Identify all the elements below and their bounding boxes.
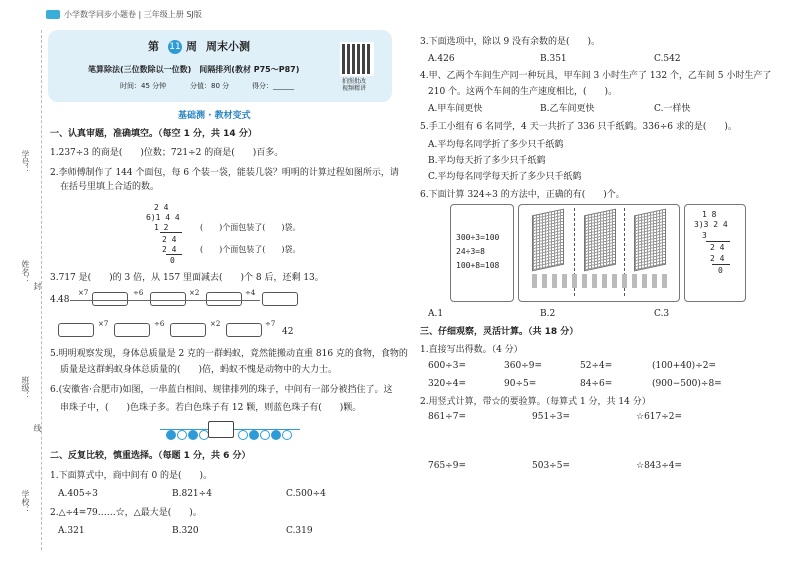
time-label: 时间：45 分钟 [120, 82, 167, 90]
choice-5-option-b[interactable]: B.平均每天折了多少只千纸鹤 [428, 156, 546, 166]
question-5-line1: 5.明明观察发现，身体总质量是 2 克的一群蚂蚁，竟然能搬动直重 816 克的食物，食物的 [50, 349, 408, 359]
choice-6-option-c[interactable]: C.3 [654, 309, 670, 319]
choice-6-option-b[interactable]: B.2 [540, 309, 556, 319]
section2-title: 二、反复比较，慎重选择。（每题 1 分，共 6 分） [50, 451, 251, 461]
chain2-op1: ×7 [98, 320, 109, 328]
method-a-line2: 24÷3=8 [456, 247, 485, 256]
section-banner: 基础测 · 教材变式 [178, 111, 251, 121]
method-a-line3: 100+8=108 [456, 261, 500, 270]
chain1-blank2[interactable] [150, 292, 186, 306]
hidden-beads-cover [208, 421, 234, 438]
vertical-calc-r2c2[interactable]: 503÷5= [532, 461, 570, 471]
week-number-badge: 11 [169, 42, 181, 52]
topic-line: 笔算除法(三位数除以一位数) 间隔排列(教材 P75～P87) [88, 65, 300, 74]
division-line-3: 1 2 [146, 223, 169, 232]
chain2-blank2[interactable] [114, 323, 150, 337]
division-line-2: 6)1 4 4 [146, 213, 180, 222]
method-c-line3: 3 [694, 231, 707, 240]
school-label: 学校： [21, 490, 30, 514]
white-bead [177, 430, 187, 440]
chain1-op1: ×7 [78, 289, 89, 297]
method-c-rule-2 [712, 264, 730, 265]
direct-calc-r2c4[interactable]: (900−500)÷8= [652, 379, 722, 389]
question-1: 1.237÷3 的商是( )位数；721÷2 的商是( )百多。 [50, 148, 284, 158]
blue-bead [271, 430, 281, 440]
line-label: 线 [33, 424, 42, 432]
choice-4-option-b[interactable]: B.乙车间更快 [540, 104, 595, 114]
choice-3-option-c[interactable]: C.542 [654, 54, 681, 64]
question-6-line1: 6.(安徽省·合肥市)如图，一串蓝白相间、规律排列的珠子，中间有一部分被挡住了。这 [50, 385, 393, 395]
chain1-op4: ÷4 [245, 289, 256, 297]
direct-calc-title: 1.直接写出得数。（4 分） [420, 345, 523, 355]
choice-4-line2: 210 个。这两个车间的生产速度相比，( )。 [428, 87, 618, 97]
chain2-op2: ÷6 [154, 320, 165, 328]
chain2-op4: ÷7 [265, 320, 276, 328]
qr-code-icon[interactable] [342, 44, 372, 74]
chain1-op2: ÷6 [133, 289, 144, 297]
choice-2: 2.△÷4=79……☆，△最大是( )。 [50, 508, 202, 518]
vertical-calc-r2c1[interactable]: 765÷9= [428, 461, 466, 471]
seal-label: 封 [33, 282, 42, 290]
chain1-op3: ×2 [189, 289, 200, 297]
direct-calc-r2c3[interactable]: 84÷6= [580, 379, 613, 389]
choice-3-option-b[interactable]: B.351 [540, 54, 567, 64]
blue-bead [249, 430, 259, 440]
section1-title: 一、认真审题，准确填空。（每空 1 分，共 14 分） [50, 129, 257, 139]
choice-4-line1: 4.甲、乙两个车间生产同一种玩具，甲车间 3 小时生产了 132 个，乙车间 5 小时生产了 [420, 71, 772, 81]
chain2-blank1[interactable] [58, 323, 94, 337]
white-bead [238, 430, 248, 440]
method-c-line5: 2 4 [694, 254, 725, 263]
choice-5-option-c[interactable]: C.平均每名同学每天折了多少只千纸鹤 [428, 172, 582, 182]
cut-line [41, 30, 42, 550]
direct-calc-r1c2[interactable]: 360÷9= [504, 361, 542, 371]
division-note-1: ( )个面包装了( )袋。 [200, 223, 301, 232]
white-bead [282, 430, 292, 440]
qr-caption-2: 视频精讲 [342, 85, 367, 92]
ten-rods-icon [530, 274, 670, 288]
vertical-calc-r1c3[interactable]: ☆617÷2= [636, 412, 683, 422]
choice-2-option-c[interactable]: C.319 [286, 526, 313, 536]
choice-6-option-a[interactable]: A.1 [428, 309, 444, 319]
choice-1-option-c[interactable]: C.500÷4 [286, 489, 326, 499]
top-bar [0, 0, 800, 24]
vertical-calc-r1c1[interactable]: 861÷7= [428, 412, 466, 422]
division-line-5: 2 4 [146, 245, 177, 254]
qr-caption-1: 拍照批改 [342, 78, 367, 85]
division-line-1: 2 4 [146, 203, 169, 212]
hundred-block-icon [634, 209, 666, 272]
week-suffix: 周 [186, 40, 197, 53]
chain2-blank3[interactable] [170, 323, 206, 337]
choice-1-option-a[interactable]: A.405÷3 [58, 489, 98, 499]
hundred-block-icon [532, 209, 564, 272]
question-6-line2: 串珠子中，( )色珠子多。若白色珠子有 12 颗，则蓝色珠子有( )颗。 [60, 403, 362, 413]
brand-logo-icon [46, 10, 60, 19]
choice-5: 5.手工小组有 6 名同学，4 天一共折了 336 只千纸鹤。336÷6 求的是( )。 [420, 122, 737, 132]
choice-6: 6.下面计算 324÷3 的方法中，正确的有( )个。 [420, 190, 625, 200]
header-title: 小学数学同步小题卷 | 三年级上册 SJ版 [64, 10, 202, 19]
blue-bead [188, 430, 198, 440]
chain2-end: 42 [282, 327, 294, 337]
got-score-label: 得分：______ [252, 82, 294, 90]
bead-group-left [166, 424, 210, 443]
division-line-6: 0 [146, 256, 175, 265]
choice-2-option-a[interactable]: A.321 [58, 526, 85, 536]
direct-calc-r1c4[interactable]: (100+40)÷2= [652, 361, 717, 371]
direct-calc-r1c1[interactable]: 600÷3= [428, 361, 466, 371]
direct-calc-r2c2[interactable]: 90÷5= [504, 379, 537, 389]
method-c-line4: 2 4 [694, 243, 725, 252]
class-label: 班级： [21, 376, 30, 400]
question-3: 3.717 是( )的 3 倍，从 157 里面减去( )个 8 后，还剩 13。 [50, 273, 324, 283]
method-c-line2: 3)3 2 4 [694, 220, 728, 229]
chain2-op3: ×2 [210, 320, 221, 328]
vertical-calc-r2c3[interactable]: ☆843÷4= [636, 461, 683, 471]
division-rule-2 [166, 254, 182, 255]
choice-2-option-b[interactable]: B.320 [172, 526, 199, 536]
method-a-line1: 300÷3=100 [456, 233, 500, 242]
blue-bead [166, 430, 176, 440]
vertical-calc-title: 2.用竖式计算，带☆的要验算。（每算式 1 分，共 14 分） [420, 397, 651, 407]
direct-calc-r2c1[interactable]: 320÷4= [428, 379, 466, 389]
chain2-blank4[interactable] [226, 323, 262, 337]
hundred-block-icon [584, 209, 616, 272]
chain1-blank4[interactable] [262, 292, 298, 306]
week-prefix: 第 [148, 40, 159, 53]
method-c-rule-1 [706, 241, 730, 242]
choice-3: 3.下面选项中，除以 9 没有余数的是( )。 [420, 37, 601, 47]
name-label: 姓名： [21, 260, 30, 284]
choice-5-option-a[interactable]: A.平均每名同学折了多少只千纸鹤 [428, 140, 564, 150]
question-4-label: 4. [50, 295, 59, 305]
white-bead [260, 430, 270, 440]
choice-3-option-a[interactable]: A.426 [428, 54, 455, 64]
chain1-start: 48 [58, 295, 70, 305]
question-2-line1: 2.李师傅制作了 144 个面包，每 6 个装一袋，能装几袋？明明的计算过程如图所示，请 [50, 168, 399, 178]
method-c-line6: 0 [694, 266, 723, 275]
question-5-line2: 质量是这群蚂蚁身体总质量的( )倍，蚂蚁不愧是动物中的大力士。 [60, 365, 338, 375]
division-note-2: ( )个面包装了( )袋。 [200, 245, 301, 254]
direct-calc-r1c3[interactable]: 52÷4= [580, 361, 613, 371]
chain1-blank1[interactable] [92, 292, 128, 306]
division-line-4: 2 4 [146, 235, 177, 244]
vertical-calc-r1c2[interactable]: 951÷3= [532, 412, 570, 422]
choice-1-option-b[interactable]: B.821÷4 [172, 489, 212, 499]
choice-4-option-c[interactable]: C.一样快 [654, 104, 691, 114]
bead-group-right [238, 424, 293, 443]
choice-1: 1.下面算式中，商中间有 0 的是( )。 [50, 471, 213, 481]
chain1-arrow-line [70, 300, 260, 301]
student-number-label: 学号： [21, 150, 30, 174]
test-title: 周末小测 [206, 40, 250, 53]
chain1-blank3[interactable] [206, 292, 242, 306]
score-label: 分值：80 分 [190, 82, 230, 90]
method-c-line1: 1 8 [694, 210, 717, 219]
choice-4-option-a[interactable]: A.甲车间更快 [428, 104, 483, 114]
division-rule-1 [160, 232, 182, 233]
question-2-line2: 在括号里填上合适的数。 [60, 182, 160, 192]
section3-title: 三、仔细观察，灵活计算。（共 18 分） [420, 327, 579, 337]
